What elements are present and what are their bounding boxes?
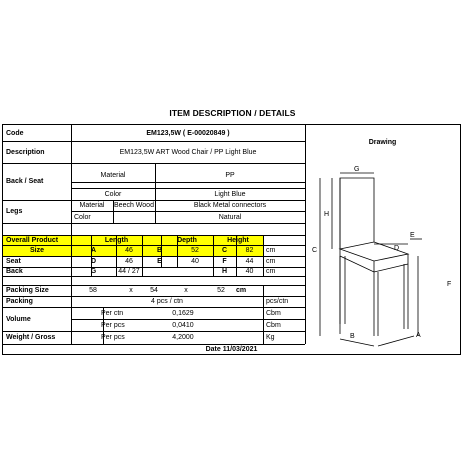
back-h-value: 40	[245, 268, 254, 275]
packing-size-label: Packing Size	[6, 287, 49, 294]
volume-per-pcs-value: 0,0410	[172, 321, 194, 329]
chair-drawing	[304, 164, 459, 349]
drawing-letter-c: C	[312, 247, 318, 254]
drawing-label: Drawing	[368, 138, 397, 146]
description-value: EM123,5W ART Wood Chair / PP Light Blue	[119, 148, 257, 156]
back-seat-label: Back / Seat	[6, 178, 44, 185]
volume-unit-pcs: Cbm	[266, 321, 281, 329]
drawing-letter-f: F	[447, 281, 452, 288]
drawing-letter-b: B	[350, 333, 355, 340]
packing-value: 4 pcs / ctn	[151, 298, 183, 305]
size-b-value: 52	[191, 247, 199, 254]
back-seat-material-label: Material	[100, 171, 126, 179]
length-header: Length	[104, 236, 129, 244]
code-label: Code	[6, 129, 24, 137]
legs-color-label: Color	[74, 213, 91, 221]
legs-label: Legs	[6, 208, 23, 215]
legs-material-value: Beech Wood	[114, 202, 154, 209]
drawing-letter-d: D	[394, 245, 400, 252]
drawing-letter-e: E	[410, 232, 415, 239]
back-seat-color-value: Light Blue	[214, 190, 246, 198]
seat-e-letter: E	[157, 258, 162, 265]
legs-color-value: Natural	[218, 213, 242, 221]
volume-per-pcs-label: Per pcs	[101, 321, 125, 329]
back-label: Back	[6, 268, 23, 275]
seat-d-letter: D	[90, 258, 97, 265]
date-label: Date 11/03/2021	[205, 345, 258, 353]
back-g-value: 44 / 27	[118, 268, 140, 275]
drawing-letter-a: A	[416, 332, 421, 339]
legs-connectors: Black Metal connectors	[193, 202, 267, 209]
seat-d-value: 46	[125, 258, 133, 265]
packing-unit: pcs/ctn	[266, 298, 289, 305]
description-label: Description	[6, 148, 45, 156]
back-h-letter: H	[221, 268, 228, 275]
height-header: Height	[227, 236, 249, 244]
size-a-value: 46	[125, 247, 133, 254]
volume-per-ctn-label: Per ctn	[101, 309, 124, 317]
seat-label: Seat	[6, 258, 21, 265]
packing-size-length: 58	[89, 287, 97, 294]
seat-f-value: 44	[245, 258, 254, 265]
seat-f-letter: F	[222, 258, 227, 265]
volume-unit-ctn: Cbm	[266, 309, 281, 317]
back-unit: cm	[266, 268, 276, 275]
document-title: ITEM DESCRIPTION / DETAILS	[169, 108, 296, 118]
code-value: EM123,5W ( E-00020849 )	[146, 129, 230, 137]
depth-header: Depth	[177, 236, 197, 244]
packing-size-height: 52	[217, 287, 225, 294]
legs-material-label: Material	[79, 202, 105, 209]
size-unit: cm	[266, 247, 276, 254]
weight-per-pcs-label: Per pcs	[101, 334, 125, 341]
packing-label: Packing	[6, 298, 33, 305]
packing-size-unit: cm	[236, 287, 247, 294]
weight-label: Weight / Gross	[6, 334, 56, 341]
size-label: Size	[29, 247, 44, 254]
size-a-letter: A	[90, 247, 97, 254]
size-c-letter: C	[221, 247, 228, 254]
back-seat-material-value: PP	[225, 171, 235, 179]
overall-product-label: Overall Product	[6, 236, 59, 244]
seat-unit: cm	[266, 258, 276, 265]
size-c-value: 82	[245, 247, 254, 254]
drawing-letter-g: G	[354, 166, 360, 173]
packing-size-width: 54	[150, 287, 158, 294]
volume-per-ctn-value: 0,1629	[172, 309, 194, 317]
back-seat-color-label: Color	[104, 190, 122, 198]
seat-e-value: 40	[191, 258, 199, 265]
drawing-letter-h: H	[324, 211, 330, 218]
weight-unit: Kg	[266, 334, 275, 341]
packing-size-x2: x	[184, 287, 188, 294]
size-b-letter: B	[156, 247, 163, 254]
volume-label: Volume	[6, 315, 31, 323]
packing-size-x1: x	[129, 287, 133, 294]
back-g-letter: G	[90, 268, 97, 275]
weight-value: 4,2000	[172, 334, 194, 341]
